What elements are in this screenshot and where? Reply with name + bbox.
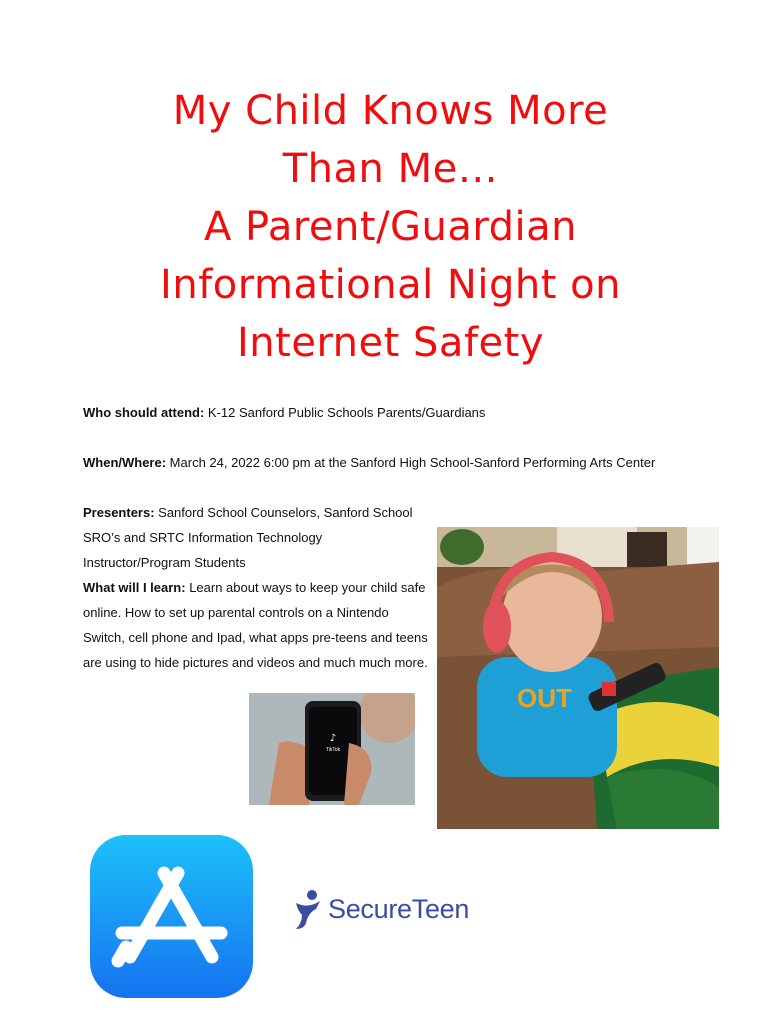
- learn-value: Learn about ways to keep your child safe online. How to set up parental controls on a Nintendo Switch, cell phone and Ipad, what apps pre-teens and teens are using to hide pictures and videos and much much more.: [83, 580, 428, 670]
- title-line-2: Than Me…: [282, 146, 499, 192]
- secureteen-text: SecureTeen: [328, 894, 470, 924]
- learn-label: What will I learn:: [83, 580, 186, 595]
- phone-illustration: [249, 693, 415, 805]
- presenters: [83, 500, 428, 575]
- what-will-i-learn: [83, 575, 428, 675]
- boy-shirt-text: OUT: [517, 683, 572, 713]
- when-where: [83, 450, 655, 475]
- who-should-attend: [83, 400, 485, 425]
- who-label: Who should attend:: [83, 405, 205, 420]
- presenters-value: Sanford School Counselors, Sanford School SRO’s and SRTC Information Technology Instructor/Program Students: [83, 505, 413, 570]
- presenters-label: Presenters:: [83, 505, 155, 520]
- title-line-5: Internet Safety: [237, 320, 544, 366]
- event-title: [60, 82, 721, 372]
- app-store-icon: [90, 835, 253, 998]
- secureteen-person-icon: [290, 887, 326, 933]
- who-value: K-12 Sanford Public Schools Parents/Guardians: [204, 405, 486, 420]
- when-value: March 24, 2022 6:00 pm at the Sanford High School-Sanford Performing Arts Center: [166, 455, 656, 470]
- boy-gaming-illustration: [437, 527, 719, 829]
- app-store-logo: [90, 835, 253, 998]
- secureteen-logo: [290, 885, 510, 935]
- tiktok-icon: ♪: [329, 733, 337, 744]
- title-line-3: A Parent/Guardian: [203, 204, 578, 250]
- tiktok-phone-photo: [249, 693, 415, 805]
- title-line-1: My Child Knows More: [172, 88, 609, 134]
- title-line-4: Informational Night on: [160, 262, 621, 308]
- phone-screen-text: TikTok: [325, 747, 341, 753]
- when-label: When/Where:: [83, 455, 167, 470]
- boy-gaming-photo: [437, 527, 719, 829]
